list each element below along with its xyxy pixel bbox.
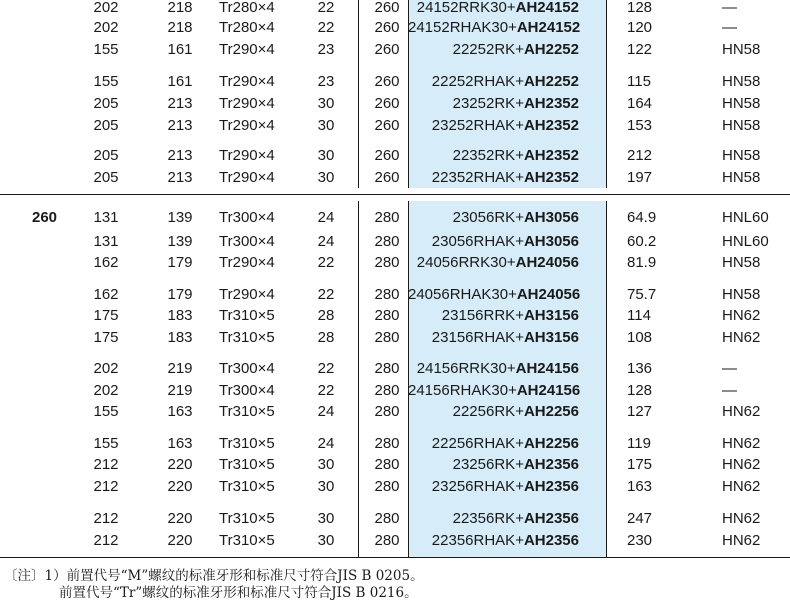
dim-b: 24	[317, 233, 335, 250]
group-separator	[0, 194, 790, 195]
locknut-designation: HN62	[722, 510, 761, 527]
thread-designation: Tr310×5	[219, 403, 275, 420]
bearing-number: 24152RHAK30	[408, 19, 509, 36]
dim-max: 280	[374, 286, 400, 303]
table-row	[0, 508, 790, 530]
bearing-number: 22352RK	[452, 147, 516, 164]
dim-b: 22	[317, 360, 335, 377]
mass-value: 136	[627, 360, 653, 377]
dim-max: 260	[374, 19, 400, 36]
table-row	[0, 327, 790, 349]
sleeve-number: AH3156	[523, 307, 579, 324]
thread-designation: Tr310×5	[219, 329, 275, 346]
plus-sign: +	[508, 19, 517, 36]
sleeve-number: AH2352	[523, 147, 579, 164]
dim-max: 260	[374, 0, 400, 16]
mass-value: 122	[627, 41, 653, 58]
dim-d1: 212	[93, 532, 119, 549]
locknut-designation: HN62	[722, 403, 761, 420]
table-row	[0, 358, 790, 380]
dim-max: 260	[374, 95, 400, 112]
plus-sign: +	[515, 403, 524, 420]
sleeve-number: AH3156	[523, 329, 579, 346]
dim-b: 23	[317, 73, 335, 90]
locknut-designation: HN58	[722, 95, 761, 112]
dim-d1: 155	[93, 403, 119, 420]
dim-max: 280	[374, 382, 400, 399]
plus-sign: +	[508, 286, 517, 303]
bearing-number: 23252RK	[452, 95, 516, 112]
bearing-number: 24056RHAK30	[408, 286, 509, 303]
dim-d1: 205	[93, 95, 119, 112]
locknut-designation: HN62	[722, 329, 761, 346]
thread-designation: Tr290×4	[219, 254, 275, 271]
dim-max: 280	[374, 403, 400, 420]
mass-value: 60.2	[627, 233, 657, 250]
plus-sign: +	[515, 510, 524, 527]
dim-d2: 218	[167, 19, 193, 36]
locknut-designation: HN62	[722, 456, 761, 473]
sleeve-number: AH2352	[523, 169, 579, 186]
locknut-designation: HNL60	[722, 209, 769, 226]
plus-sign: +	[515, 95, 524, 112]
mass-value: 75.7	[627, 286, 657, 303]
dim-b: 30	[317, 147, 335, 164]
dim-max: 260	[374, 73, 400, 90]
bearing-sleeve-designation	[408, 231, 579, 253]
bearing-number: 24152RRK30	[416, 0, 507, 16]
thread-designation: Tr300×4	[219, 233, 275, 250]
dim-d1: 205	[93, 169, 119, 186]
dim-d1: 131	[93, 233, 119, 250]
dim-d2: 220	[167, 510, 193, 527]
dim-b: 30	[317, 169, 335, 186]
plus-sign: +	[515, 147, 524, 164]
mass-value: 175	[627, 456, 653, 473]
dim-d1: 212	[93, 510, 119, 527]
table-row	[0, 39, 790, 61]
dim-b: 28	[317, 329, 335, 346]
table-row	[0, 530, 790, 552]
plus-sign: +	[515, 117, 524, 134]
dim-d2: 163	[167, 435, 193, 452]
sleeve-number: AH2252	[523, 41, 579, 58]
dim-d1: 202	[93, 19, 119, 36]
plus-sign: +	[515, 209, 524, 226]
mass-value: 108	[627, 329, 653, 346]
bearing-number: 22252RK	[452, 41, 516, 58]
bearing-sleeve-designation	[408, 454, 579, 476]
thread-designation: Tr310×5	[219, 510, 275, 527]
table-row	[0, 167, 790, 189]
table-row	[0, 93, 790, 115]
locknut-designation: —	[722, 19, 737, 36]
mass-value: 119	[627, 435, 651, 452]
dim-d1: 155	[93, 435, 119, 452]
bearing-sleeve-designation	[408, 17, 579, 39]
sleeve-number: AH24156	[515, 360, 579, 377]
dim-b: 30	[317, 117, 335, 134]
thread-designation: Tr300×4	[219, 209, 275, 226]
plus-sign: +	[506, 0, 516, 16]
bearing-number: 23056RHAK	[431, 233, 516, 250]
mass-value: 153	[627, 117, 653, 134]
sleeve-number: AH24156	[516, 382, 581, 399]
dim-d2: 213	[167, 117, 193, 134]
table-row	[0, 284, 790, 306]
dim-d2: 179	[167, 286, 193, 303]
dim-max: 280	[374, 510, 400, 527]
plus-sign: +	[506, 360, 516, 377]
mass-value: 197	[627, 169, 653, 186]
locknut-designation: HN58	[722, 117, 761, 134]
thread-designation: Tr310×5	[219, 307, 275, 324]
bearing-number: 24156RRK30	[416, 360, 507, 377]
locknut-designation: —	[722, 382, 737, 399]
dim-max: 280	[374, 456, 400, 473]
bearing-number: 23056RK	[452, 209, 516, 226]
locknut-designation: HN58	[722, 73, 761, 90]
dim-d2: 219	[167, 360, 193, 377]
table-row	[0, 454, 790, 476]
table-row	[0, 252, 790, 274]
dim-d1: 212	[93, 478, 119, 495]
dim-d2: 183	[167, 329, 193, 346]
bearing-sleeve-designation	[408, 508, 579, 530]
dim-d2: 218	[167, 0, 193, 16]
dim-d2: 139	[167, 209, 193, 226]
locknut-designation: HN62	[722, 435, 761, 452]
bearing-number: 23256RHAK	[431, 478, 516, 495]
bearing-sleeve-designation	[408, 145, 579, 167]
dim-b: 30	[317, 95, 335, 112]
thread-designation: Tr300×4	[219, 382, 275, 399]
sleeve-number: AH2356	[523, 532, 579, 549]
dim-b: 30	[317, 478, 335, 495]
dim-d2: 213	[167, 147, 193, 164]
plus-sign: +	[515, 329, 524, 346]
locknut-designation: —	[722, 0, 737, 16]
table-row	[0, 305, 790, 327]
thread-designation: Tr280×4	[219, 19, 275, 36]
table-row	[0, 71, 790, 93]
plus-sign: +	[515, 41, 524, 58]
locknut-designation: HN58	[722, 147, 761, 164]
locknut-designation: HN62	[722, 307, 761, 324]
bearing-sleeve-designation	[408, 305, 579, 327]
mass-value: 64.9	[627, 209, 657, 226]
locknut-designation: HN62	[722, 478, 761, 495]
dim-d1: 205	[93, 117, 119, 134]
dim-d2: 213	[167, 95, 193, 112]
thread-designation: Tr290×4	[219, 117, 275, 134]
bearing-sleeve-designation	[408, 433, 579, 455]
dim-d2: 163	[167, 403, 193, 420]
plus-sign: +	[508, 382, 517, 399]
thread-designation: Tr290×4	[219, 147, 275, 164]
dim-b: 30	[317, 456, 335, 473]
bearing-number: 22352RHAK	[431, 169, 516, 186]
mass-value: 230	[627, 532, 653, 549]
dim-d1: 155	[93, 41, 119, 58]
mass-value: 114	[627, 307, 651, 324]
plus-sign: +	[515, 73, 524, 90]
bearing-number: 22356RK	[452, 510, 516, 527]
dim-b: 24	[317, 209, 335, 226]
dim-d1: 202	[93, 360, 119, 377]
dim-max: 280	[374, 532, 400, 549]
mass-value: 128	[627, 0, 653, 16]
dim-d2: 219	[167, 382, 193, 399]
dim-max: 280	[374, 233, 400, 250]
dim-max: 280	[374, 307, 400, 324]
dim-b: 30	[317, 532, 335, 549]
locknut-designation: HN58	[722, 254, 761, 271]
dim-d1: 155	[93, 73, 119, 90]
dim-max: 260	[374, 117, 400, 134]
dim-d2: 161	[167, 73, 193, 90]
thread-designation: Tr310×5	[219, 532, 275, 549]
mass-value: 163	[627, 478, 653, 495]
mass-value: 115	[627, 73, 651, 90]
thread-designation: Tr290×4	[219, 95, 275, 112]
bearing-number: 23252RHAK	[431, 117, 516, 134]
locknut-designation: HN62	[722, 532, 761, 549]
mass-value: 164	[627, 95, 653, 112]
bearing-number: 22252RHAK	[431, 73, 516, 90]
dim-b: 22	[317, 19, 335, 36]
dim-d2: 139	[167, 233, 193, 250]
dim-d2: 179	[167, 254, 193, 271]
bearing-sleeve-designation	[408, 39, 579, 61]
table-row	[0, 380, 790, 402]
mass-value: 120	[627, 19, 653, 36]
bearing-sleeve-designation	[408, 93, 579, 115]
bearing-sleeve-designation	[408, 476, 579, 498]
dim-max: 280	[374, 478, 400, 495]
bearing-sleeve-designation	[408, 327, 579, 349]
dim-d1: 162	[93, 286, 119, 303]
locknut-designation: HN58	[722, 169, 761, 186]
bearing-number: 24056RRK30	[416, 254, 507, 271]
dim-d2: 213	[167, 169, 193, 186]
dim-max: 280	[374, 435, 400, 452]
dim-max: 280	[374, 329, 400, 346]
sleeve-number: AH2252	[523, 73, 579, 90]
mass-value: 247	[627, 510, 653, 527]
dim-max: 280	[374, 254, 400, 271]
sleeve-number: AH2356	[523, 478, 579, 495]
bearing-sleeve-designation	[408, 380, 579, 402]
sleeve-number: AH2356	[523, 456, 579, 473]
thread-designation: Tr290×4	[219, 73, 275, 90]
dim-max: 260	[374, 147, 400, 164]
table-row	[0, 17, 790, 39]
dim-d1: 205	[93, 147, 119, 164]
thread-designation: Tr310×5	[219, 435, 275, 452]
dim-d1: 175	[93, 307, 119, 324]
thread-designation: Tr300×4	[219, 360, 275, 377]
dim-b: 22	[317, 254, 335, 271]
bearing-sleeve-designation	[408, 252, 579, 274]
plus-sign: +	[515, 532, 524, 549]
sleeve-number: AH24056	[516, 286, 581, 303]
dim-d1: 131	[93, 209, 119, 226]
dim-d1: 202	[93, 382, 119, 399]
mass-value: 81.9	[627, 254, 657, 271]
sleeve-number: AH2352	[523, 95, 579, 112]
dim-b: 30	[317, 510, 335, 527]
dim-d2: 220	[167, 456, 193, 473]
bearing-sleeve-designation	[408, 530, 579, 552]
table-row	[0, 231, 790, 253]
sleeve-number: AH3056	[523, 209, 579, 226]
dim-b: 23	[317, 41, 335, 58]
locknut-designation: HN58	[722, 41, 761, 58]
bearing-sleeve-designation	[408, 71, 579, 93]
bearing-number: 22356RHAK	[431, 532, 516, 549]
dim-d2: 161	[167, 41, 193, 58]
bearing-sleeve-designation	[408, 284, 579, 306]
locknut-designation: HN58	[722, 286, 761, 303]
bearing-number: 22256RK	[452, 403, 516, 420]
bearing-sleeve-designation	[408, 207, 579, 229]
sleeve-number: AH2256	[523, 403, 579, 420]
footnote-line-1: 〔注〕1）前置代号“M”螺纹的标准牙形和标准尺寸符合JIS B 0205。	[4, 568, 424, 584]
dim-d1: 202	[93, 0, 119, 16]
thread-designation: Tr290×4	[219, 286, 275, 303]
table-row	[0, 401, 790, 423]
footnote-line-2: 前置代号“Tr”螺纹的标准牙形和标准尺寸符合JIS B 0216。	[59, 585, 418, 601]
dim-d1: 162	[93, 254, 119, 271]
mass-value: 127	[627, 403, 653, 420]
table-row	[0, 433, 790, 455]
sleeve-number: AH3056	[523, 233, 579, 250]
dim-max: 280	[374, 209, 400, 226]
dim-d2: 220	[167, 532, 193, 549]
plus-sign: +	[515, 233, 524, 250]
sleeve-number: AH24152	[515, 0, 579, 16]
bearing-sleeve-designation	[408, 401, 579, 423]
dim-d2: 220	[167, 478, 193, 495]
dim-max: 260	[374, 41, 400, 58]
bearing-sleeve-designation	[408, 167, 579, 189]
thread-designation: Tr280×4	[219, 0, 275, 16]
dim-d1: 175	[93, 329, 119, 346]
thread-designation: Tr290×4	[219, 41, 275, 58]
bearing-sleeve-designation	[408, 115, 579, 137]
thread-designation: Tr290×4	[219, 169, 275, 186]
sleeve-number: AH2256	[523, 435, 579, 452]
bore-diameter: 260	[32, 209, 58, 226]
sleeve-number: AH24152	[516, 19, 581, 36]
table-row	[0, 476, 790, 498]
plus-sign: +	[515, 169, 524, 186]
dim-b: 22	[317, 286, 335, 303]
table-row	[0, 115, 790, 137]
plus-sign: +	[515, 456, 524, 473]
dim-max: 280	[374, 360, 400, 377]
mass-value: 212	[627, 147, 653, 164]
sleeve-number: AH2356	[523, 510, 579, 527]
bearing-number: 22256RHAK	[431, 435, 516, 452]
thread-designation: Tr310×5	[219, 456, 275, 473]
dim-b: 22	[317, 382, 335, 399]
dim-b: 24	[317, 435, 335, 452]
table-bottom-rule	[0, 557, 790, 558]
table-row	[0, 207, 790, 229]
dim-b: 22	[317, 0, 335, 16]
plus-sign: +	[515, 435, 524, 452]
bearing-number: 23256RK	[452, 456, 516, 473]
plus-sign: +	[515, 478, 524, 495]
bearing-number: 23156RRK	[441, 307, 516, 324]
dim-max: 260	[374, 169, 400, 186]
sleeve-number: AH24056	[515, 254, 579, 271]
bearing-number: 23156RHAK	[431, 329, 516, 346]
bearing-number: 24156RHAK30	[408, 382, 509, 399]
thread-designation: Tr310×5	[219, 478, 275, 495]
dim-d1: 212	[93, 456, 119, 473]
plus-sign: +	[506, 254, 516, 271]
sleeve-number: AH2352	[523, 117, 579, 134]
plus-sign: +	[515, 307, 524, 324]
bearing-sleeve-designation	[408, 358, 579, 380]
mass-value: 128	[627, 382, 653, 399]
locknut-designation: HNL60	[722, 233, 769, 250]
locknut-designation: —	[722, 360, 737, 377]
dim-b: 24	[317, 403, 335, 420]
dim-b: 28	[317, 307, 335, 324]
dim-d2: 183	[167, 307, 193, 324]
table-row	[0, 145, 790, 167]
